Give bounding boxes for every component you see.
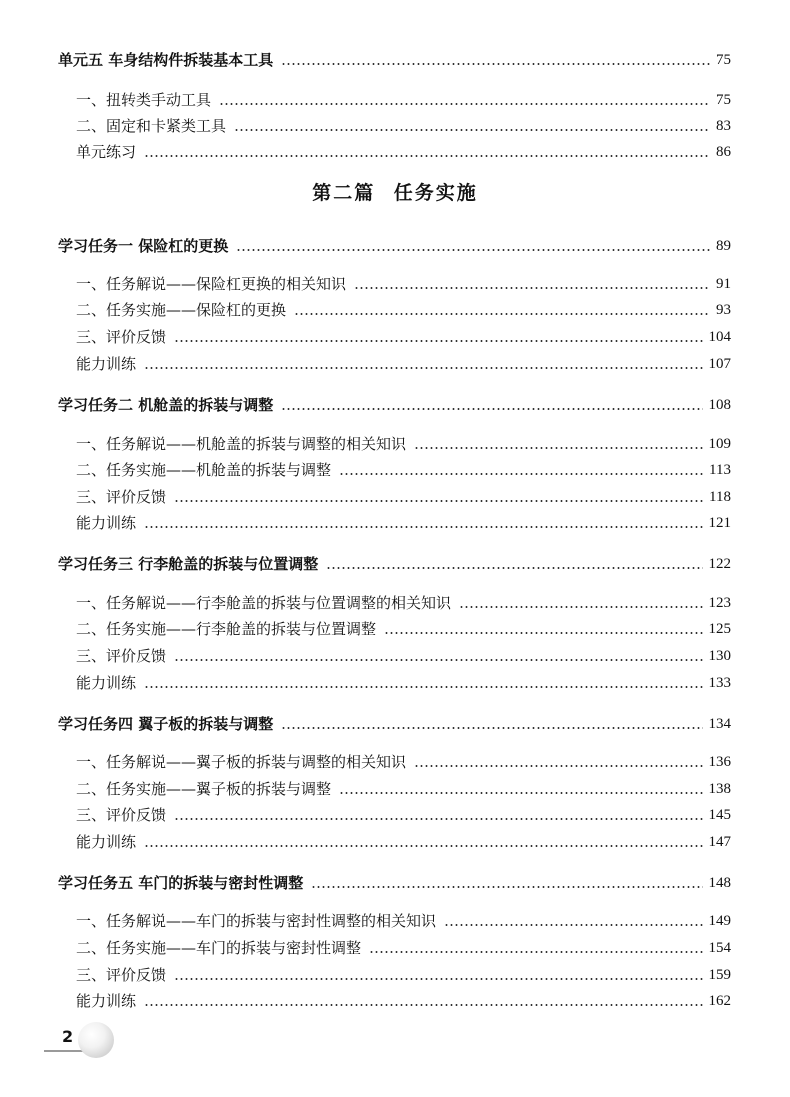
- toc-entry: [76, 828, 731, 852]
- toc-entry: [76, 907, 731, 931]
- toc-entry: [76, 615, 731, 639]
- toc-entry: [76, 589, 731, 613]
- toc-entry-title: 三、评价反馈: [76, 966, 167, 984]
- toc-page-number: 145: [708, 807, 731, 823]
- toc-entry-title: 一、扭转类手动工具: [76, 91, 212, 109]
- toc-unit-heading: [58, 710, 731, 734]
- toc-entry-title: 学习任务一 保险杠的更换: [58, 237, 229, 255]
- toc-page-number: 148: [708, 875, 731, 891]
- toc-entry: [76, 509, 731, 533]
- toc-entry: [76, 748, 731, 772]
- toc-page-number: 121: [708, 515, 731, 531]
- toc-page-number: 93: [716, 302, 731, 318]
- toc-entry-title: 学习任务四 翼子板的拆装与调整: [58, 715, 274, 733]
- toc-page-number: 149: [708, 913, 731, 929]
- toc-entry-title: 学习任务五 车门的拆装与密封性调整: [58, 874, 304, 892]
- toc-entry-title: 三、评价反馈: [76, 488, 167, 506]
- toc-page-number: 122: [708, 556, 731, 572]
- toc-entry: [76, 987, 731, 1011]
- toc-page-number: 136: [708, 754, 731, 770]
- dot-leader: [294, 313, 710, 315]
- toc-unit-heading: [58, 869, 731, 893]
- toc-page-number: 159: [708, 967, 731, 983]
- toc-entry: [76, 138, 731, 162]
- dot-leader: [444, 924, 702, 926]
- toc-entry-title: 一、任务解说——保险杠更换的相关知识: [76, 275, 347, 293]
- toc-entry-title: 三、评价反馈: [76, 328, 167, 346]
- toc-page-number: 147: [708, 834, 731, 850]
- dot-leader: [236, 249, 710, 251]
- toc-page-number: 89: [716, 238, 731, 254]
- toc-entry-title: 能力训练: [76, 992, 137, 1010]
- toc-entry: [76, 430, 731, 454]
- toc-entry-title: 一、任务解说——行李舱盖的拆装与位置调整的相关知识: [76, 594, 452, 612]
- toc-page-number: 125: [708, 621, 731, 637]
- toc-entry: [76, 323, 731, 347]
- toc-entry-title: 二、任务实施——车门的拆装与密封性调整: [76, 939, 362, 957]
- dot-leader: [144, 686, 702, 688]
- toc-entry-title: 三、评价反馈: [76, 806, 167, 824]
- dot-leader: [174, 659, 702, 661]
- dot-leader: [354, 287, 710, 289]
- dot-leader: [174, 818, 702, 820]
- dot-leader: [339, 792, 702, 794]
- toc-entry-title: 二、任务实施——保险杠的更换: [76, 301, 287, 319]
- dot-leader: [144, 155, 710, 157]
- toc-entry-title: 能力训练: [76, 514, 137, 532]
- dot-leader: [459, 606, 702, 608]
- toc-entry: [76, 456, 731, 480]
- toc-unit-heading: [58, 391, 731, 415]
- toc-unit-heading: [58, 550, 731, 574]
- toc-page-number: 86: [716, 144, 731, 160]
- toc-entry-title: 学习任务三 行李舱盖的拆装与位置调整: [58, 555, 319, 573]
- toc-entry-title: 学习任务二 机舱盖的拆装与调整: [58, 396, 274, 414]
- toc-page-number: 113: [709, 462, 731, 478]
- toc-entry: [76, 961, 731, 985]
- toc-page-number: 138: [708, 781, 731, 797]
- page-ball-decoration: [78, 1022, 114, 1058]
- page-number: 2: [62, 1027, 74, 1046]
- toc-entry: [76, 934, 731, 958]
- dot-leader: [414, 447, 702, 449]
- toc-entry-title: 一、任务解说——翼子板的拆装与调整的相关知识: [76, 753, 407, 771]
- dot-leader: [414, 765, 702, 767]
- toc-page-number: 107: [708, 356, 731, 372]
- toc-entry: [76, 669, 731, 693]
- toc-entry-title: 能力训练: [76, 355, 137, 373]
- toc-page-number: 162: [708, 993, 731, 1009]
- toc-page-number: 104: [708, 329, 731, 345]
- toc-entry-title: 二、固定和卡紧类工具: [76, 117, 227, 135]
- part-title: 第二篇 任务实施: [312, 182, 478, 204]
- dot-leader: [384, 632, 702, 634]
- toc-entry-title: 能力训练: [76, 833, 137, 851]
- toc-entry: [76, 801, 731, 825]
- toc-page-number: 133: [708, 675, 731, 691]
- toc-entry-title: 二、任务实施——行李舱盖的拆装与位置调整: [76, 620, 377, 638]
- dot-leader: [311, 886, 702, 888]
- toc-entry: [76, 112, 731, 136]
- dot-leader: [144, 526, 702, 528]
- toc-entry: [76, 483, 731, 507]
- toc-page-number: 91: [716, 276, 731, 292]
- toc-page-number: 75: [716, 52, 731, 68]
- dot-leader: [281, 63, 710, 65]
- toc-page-number: 134: [708, 716, 731, 732]
- toc-entry-title: 三、评价反馈: [76, 647, 167, 665]
- toc-entry-title: 一、任务解说——车门的拆装与密封性调整的相关知识: [76, 912, 437, 930]
- toc-entry: [76, 642, 731, 666]
- dot-leader: [144, 367, 702, 369]
- toc-entry: [76, 296, 731, 320]
- toc-entry: [76, 270, 731, 294]
- dot-leader: [174, 340, 702, 342]
- toc-entry-title: 单元五 车身结构件拆装基本工具: [58, 51, 274, 69]
- toc-page-number: 109: [708, 436, 731, 452]
- dot-leader: [174, 500, 703, 502]
- toc-page-number: 75: [716, 92, 731, 108]
- dot-leader: [144, 1004, 702, 1006]
- dot-leader: [369, 951, 702, 953]
- toc-page-number: 130: [708, 648, 731, 664]
- toc-page-number: 123: [708, 595, 731, 611]
- toc-unit-heading: [58, 232, 731, 256]
- dot-leader: [281, 408, 702, 410]
- toc-page-number: 108: [708, 397, 731, 413]
- toc-entry-title: 单元练习: [76, 143, 137, 161]
- toc-page-number: 83: [716, 118, 731, 134]
- dot-leader: [144, 845, 702, 847]
- toc-entry-title: 能力训练: [76, 674, 137, 692]
- toc-page-number: 118: [709, 489, 731, 505]
- toc-entry: [76, 86, 731, 110]
- toc-entry-title: 二、任务实施——翼子板的拆装与调整: [76, 780, 332, 798]
- toc-entry-title: 一、任务解说——机舱盖的拆装与调整的相关知识: [76, 435, 407, 453]
- dot-leader: [234, 129, 710, 131]
- dot-leader: [339, 473, 703, 475]
- toc-unit-heading: [58, 46, 731, 70]
- dot-leader: [219, 103, 710, 105]
- dot-leader: [281, 727, 702, 729]
- dot-leader: [326, 567, 702, 569]
- toc-page-number: 154: [708, 940, 731, 956]
- dot-leader: [174, 978, 702, 980]
- toc-entry-title: 二、任务实施——机舱盖的拆装与调整: [76, 461, 332, 479]
- toc-entry: [76, 775, 731, 799]
- toc-entry: [76, 350, 731, 374]
